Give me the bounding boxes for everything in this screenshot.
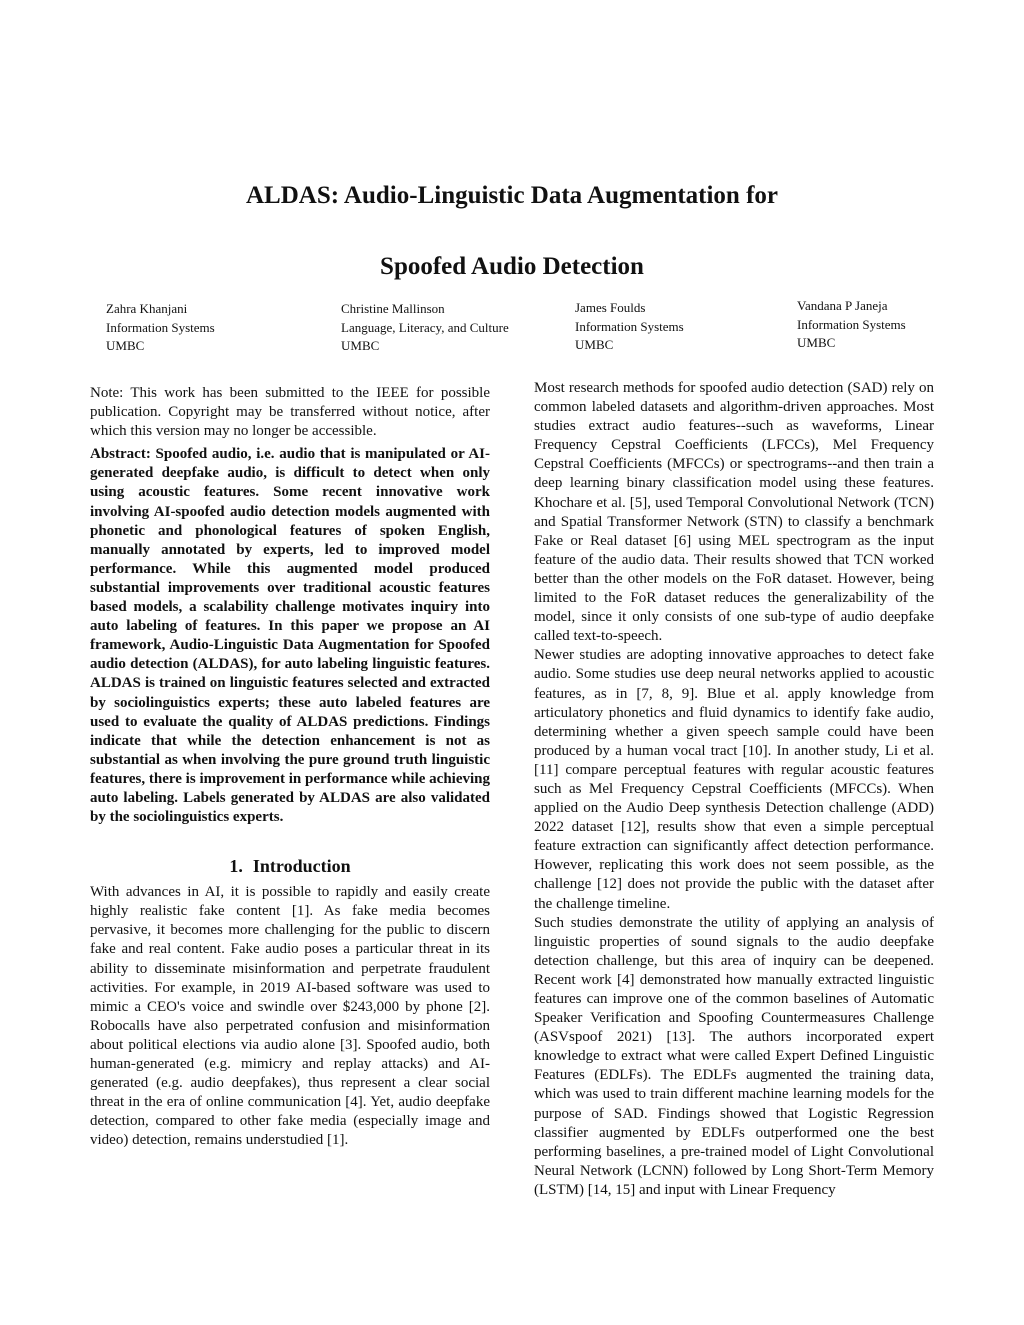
section-number: 1. xyxy=(229,856,243,877)
right-column xyxy=(534,379,934,1200)
section-title: Introduction xyxy=(252,856,351,877)
author-department: Information Systems xyxy=(797,316,906,332)
author-name: Zahra Khanjani xyxy=(106,301,188,316)
section-heading-introduction xyxy=(90,855,490,877)
abstract: Abstract: Spoofed audio, i.e. audio that is manipulated or AI-generated deepfake audio, is difficult to detect when only using acoustic features. Some recent innovative work involving AI-spoofed audio detection models augmented with phonetic and phonological features of spoken English, manually annotated by experts, led to improved model performance. While this augmented model produced substantial improvements over traditional acoustic features based models, a scalability challenge motivates inquiry into auto labeling of features. In this paper we propose an AI framework, Audio-Linguistic Data Augmentation for Spoofed audio detection (ALDAS), for auto labeling linguistic features. ALDAS is trained on linguistic features selected and extracted by sociolinguistics experts; these auto labeled features are used to evaluate the quality of ALDAS predictions. Findings indicate that while the detection enhancement is not as substantial as when involving the pure ground truth linguistic features, there is improvement in performance while achieving auto labeling. Labels generated by ALDAS are also validated by the sociolinguistics experts. xyxy=(90,446,490,826)
author-organization: UMBC xyxy=(575,337,614,352)
author-block-1 xyxy=(106,300,215,356)
author-name: Christine Mallinson xyxy=(341,301,445,316)
author-organization: UMBC xyxy=(797,335,836,350)
author-name: James Foulds xyxy=(575,300,646,315)
paper-title-line-1: ALDAS: Audio-Linguistic Data Augmentation for xyxy=(246,182,778,209)
author-organization: UMBC xyxy=(106,338,145,353)
left-column xyxy=(90,384,490,1150)
author-name: Vandana P Janeja xyxy=(797,298,888,313)
author-department: Information Systems xyxy=(106,319,215,335)
author-department: Language, Literacy, and Culture xyxy=(341,319,509,335)
author-block-3 xyxy=(575,299,684,355)
paper-title-line-2: Spoofed Audio Detection xyxy=(380,253,644,280)
body-paragraph-1: Most research methods for spoofed audio detection (SAD) rely on common labeled datasets and algorithm-driven approaches. Most studies extract audio features--such as waveforms, Linear Frequency Cepstral Coefficients (LFCCs), Mel Frequency Cepstral Coefficients (MFCCs) or spectrograms--and then train a deep learning binary classification model using these features. Khochare et al. [5], used Temporal Convolutional Network (TCN) and Spatial Transformer Network (STN) to classify a benchmark Fake or Real dataset [6] using MEL spectrogram as the input feature of the audio data. Their results showed that TCN worked better than the other models on the FoR dataset. However, being limited to the FoR dataset reduces the generalizability of the model, since it only consists of one sub-type of audio deepfake called text-to-speech. xyxy=(534,380,934,645)
author-department: Information Systems xyxy=(575,318,684,334)
author-block-4 xyxy=(797,297,906,353)
body-paragraph-3: Such studies demonstrate the utility of applying an analysis of linguistic properties of sound signals to the audio deepfake detection challenge, but this area of inquiry can be deepened. Recent work [4] demonstrated how manually extracted linguistic features can improve one of the common baselines of Automatic Speaker Verification and Spoofing Countermeasures Challenge (ASVspoof 2021) [13]. The authors incorporated expert knowledge to extract what were called Expert Defined Linguistic Features (EDLFs). The EDLFs augmented the training data, which was used to train different machine learning models for the purpose of SAD. Findings showed that Logistic Regression classifier augmented by EDLFs outperformed one the best performing baselines, a pre-trained model of Light Convolutional Neural Network (LCNN) followed by Long Short-Term Memory (LSTM) [14, 15] and input with Linear Frequency xyxy=(534,914,934,1198)
intro-paragraph: With advances in AI, it is possible to rapidly and easily create highly realistic fake content [1]. As fake media becomes pervasive, it becomes more challenging for the public to discern fake and real content. Fake audio poses a particular threat in its ability to disseminate misinformation and perpetrate fraudulent activities. For example, in 2019 AI-based software was used to mimic a CEO's voice and swindle over $243,000 by phone [2]. Robocalls have also perpetrated confusion and misinformation about political elections via audio alone [3]. Spoofed audio, both human-generated (e.g. mimicry and replay attacks) and AI-generated (e.g. audio deepfakes), thus represent a clear social threat in the era of online communication [4]. Yet, audio deepfake detection, compared to other fake media (especially image and video) detection, remains understudied [1]. xyxy=(90,884,490,1149)
author-organization: UMBC xyxy=(341,338,380,353)
author-block-2 xyxy=(341,300,509,356)
submission-note: Note: This work has been submitted to the IEEE for possible publication. Copyright may be transferred without notice, after which this version may no longer be accessible. xyxy=(90,385,490,440)
body-paragraph-2: Newer studies are adopting innovative approaches to detect fake audio. Some studies use deep neural networks applied to acoustic features, as in [7, 8, 9]. Blue et al. apply knowledge from articulatory phonetics and fluid dynamics to identify fake audio, determining whether a given speech sample could have been produced by a human vocal tract [10]. In another study, Li et al. [11] compare perceptual features with regular acoustic features such as Mel Frequency Cepstral Coefficients (MFCCs). When applied on the Audio Deep synthesis Detection challenge (ADD) 2022 dataset [12], results show that even a simple perceptual feature extraction can significantly affect detection performance. However, replicating this work does not seem possible, as the challenge [12] does not provide the public with the dataset after the challenge timeline. xyxy=(534,647,934,912)
